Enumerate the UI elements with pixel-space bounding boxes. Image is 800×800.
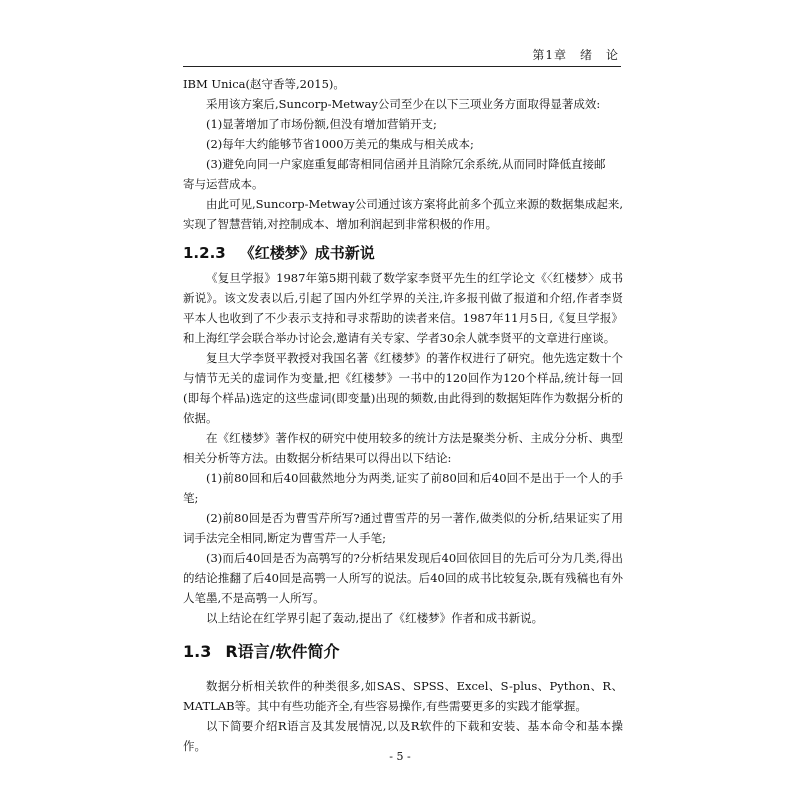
list-item: (1)显著增加了市场份额,但没有增加营销开支; [206, 117, 437, 131]
section-title: R语言/软件简介 [225, 642, 340, 661]
paragraph: IBM Unica(赵守香等,2015)。 [183, 77, 345, 91]
paragraph: 以上结论在红学界引起了轰动,提出了《红楼梦》作者和成书新说。 [206, 611, 544, 625]
list-item: (2)每年大约能够节省1000万美元的集成与相关成本; [206, 137, 474, 151]
page-body [183, 74, 623, 756]
list-item: (3)而后40回是否为高鹗写的?分析结果发现后40回依回目的先后可分为几类,得出的结论推翻了后40回是高鹗一人所写的说法。后40回的成书比较复杂,既有残稿也有外人笔墨,不是高鹗一人所写。 [183, 551, 623, 605]
paragraph: 《复旦学报》1987年第5期刊载了数学家李贤平先生的红学论文《〈红楼梦〉成书新说》。该文发表以后,引起了国内外红学界的关注,许多报刊做了报道和介绍,作者李贤平本人也收到了不少表示支持和寻求帮助的读者来信。1987年11月5日,《复旦学报》和上海红学会联合举办讨论会,邀请有关专家、学者30余人就李贤平的文章进行座谈。 [183, 271, 623, 345]
section-number: 1.3 [183, 642, 212, 661]
paragraph: 数据分析相关软件的种类很多,如SAS、SPSS、Excel、S-plus、Python、R、MATLAB等。其中有些功能齐全,有些容易操作,有些需要更多的实践才能掌握。 [183, 679, 623, 713]
list-item: (2)前80回是否为曹雪芹所写?通过曹雪芹的另一著作,做类似的分析,结果证实了用词手法完全相同,断定为曹雪芹一人手笔; [183, 511, 623, 545]
page-number: - 5 - [389, 750, 411, 763]
paragraph: 采用该方案后,Suncorp-Metway公司至少在以下三项业务方面取得显著成效: [206, 97, 601, 111]
running-header [183, 44, 621, 67]
section-heading-1-3 [183, 634, 623, 670]
section-title: 《红楼梦》成书新说 [239, 244, 375, 262]
paragraph: 复旦大学李贤平教授对我国名著《红楼梦》的著作权进行了研究。他先选定数十个与情节无关的虚词作为变量,把《红楼梦》一书中的120回作为120个样品,统计每一回(即每个样品)选定的这些虚词(即变量)出现的频数,由此得到的数据矩阵作为数据分析的依据。 [183, 351, 623, 425]
list-item: (3)避免向同一户家庭重复邮寄相同信函并且消除冗余系统,从而同时降低直接邮 [206, 157, 606, 171]
paragraph: 以下简要介绍R语言及其发展情况,以及R软件的下载和安装、基本命令和基本操作。 [183, 719, 623, 753]
chapter-title: 第1章 绪 论 [532, 48, 619, 62]
list-item: (1)前80回和后40回截然地分为两类,证实了前80回和后40回不是出于一个人的手笔; [183, 471, 623, 505]
list-item-continued: 寄与运营成本。 [183, 177, 264, 191]
paragraph: 由此可见,Suncorp-Metway公司通过该方案将此前多个孤立来源的数据集成起来, [206, 197, 623, 211]
paragraph: 在《红楼梦》著作权的研究中使用较多的统计方法是聚类分析、主成分分析、典型相关分析等方法。由数据分析结果可以得出以下结论: [183, 431, 623, 465]
section-heading-1-2-3 [183, 238, 623, 268]
paragraph-continued: 实现了智慧营销,对控制成本、增加利润起到非常积极的作用。 [183, 217, 498, 231]
section-number: 1.2.3 [183, 244, 226, 262]
